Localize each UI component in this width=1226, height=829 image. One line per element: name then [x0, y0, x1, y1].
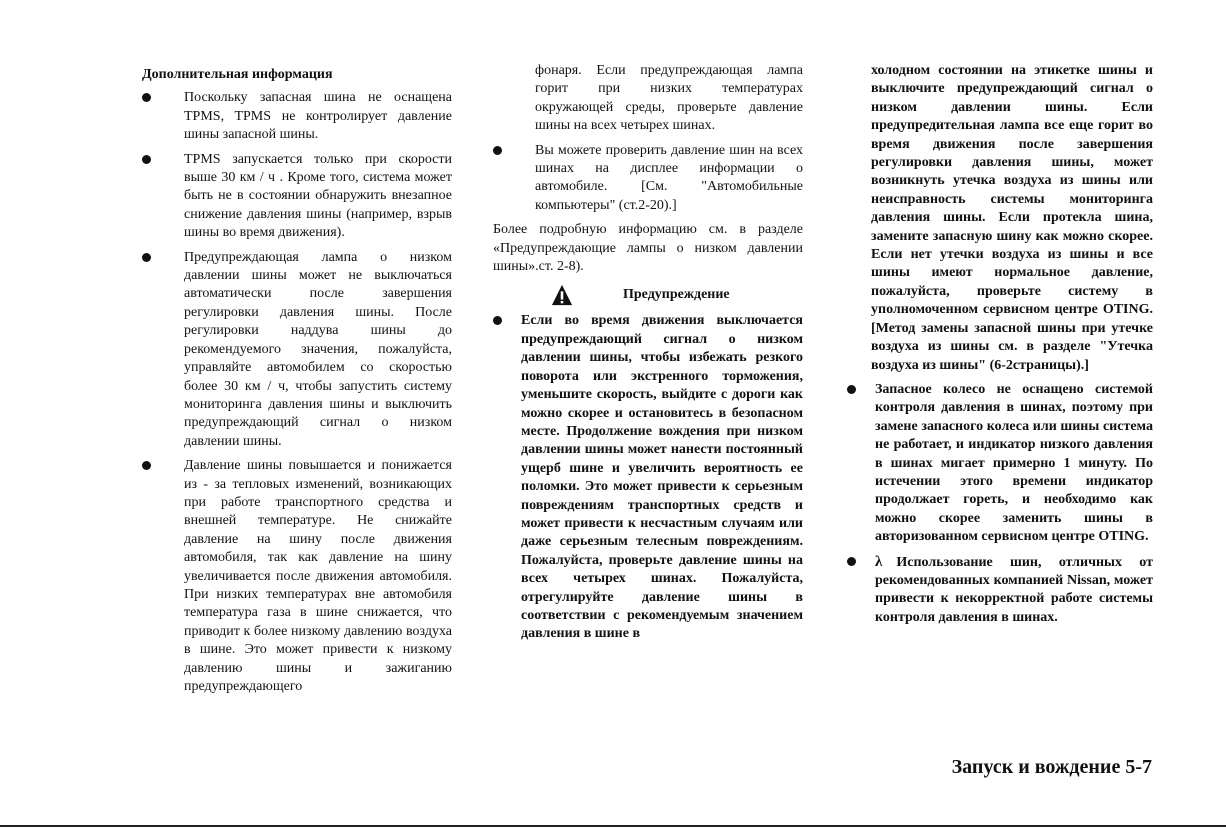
warning-list-item [847, 381, 1153, 547]
bullet-icon [493, 316, 502, 325]
warning-text: Использование шин, отличных от рекомендованных компанией Nissan, может привести к некорректной работе системы контроля давления в шинах. [875, 554, 1153, 625]
lambda-symbol: λ [875, 553, 883, 570]
warning-text: Если во время движения выключается предупреждающий сигнал о низком давлении шины, чтобы избежать резкого поворота или экстренного торможения, уменьшите скорость, выйдите с дороги как можно скорее и остановитесь в безопасном месте. Продолжение вождения при низком давлении шины может нанести постоянный ущерб шине и увеличить вероятность ее поломки. Это может привести к серьезным повреждениям транспортных средств и может привести к несчастным случаям или даже серьезным телесным повреждениям. Пожалуйста, проверьте давление шины на всех четырех шинах. Пожалуйста, отрегулируйте давление шины в соответствии с рекомендуемым значением давления в шине в [521, 313, 803, 642]
bullet-icon [847, 557, 856, 566]
bullet-icon [142, 93, 151, 102]
bullet-icon [142, 461, 151, 470]
column-3 [847, 62, 1153, 633]
continued-warning-text: холодном состоянии на этикетке шины и выключите предупреждающий сигнал о низком давлении шины. Если предупредительная лампа все еще горит во время движения после завершения регулировки давления шины, может возникнуть утечка воздуха из шины или неисправность системы мониторинга давления шины. Если протекла шина, замените запасную шину как можно скорее. Если нет утечки воздуха из шины и все шины имеют нормальное давление, пожалуйста, проверьте систему в уполномоченном сервисном центре OTING. [Метод замены запасной шины при утечке воздуха из шины см. в разделе "Утечка воздуха из шины" (6-2страницы).] [871, 63, 1153, 373]
bullet-icon [493, 146, 502, 155]
list-item [142, 151, 452, 243]
continued-text: фонаря. Если предупреждающая лампа горит при низких температурах окружающей среды, проверьте давление шины на всех четырех шинах. [535, 63, 803, 134]
column-2 [493, 62, 803, 650]
bullet-icon [142, 155, 151, 164]
reference-paragraph: Более подробную информацию см. в разделе «Предупреждающие лампы о низком давлении шины».ст. 2-8). [493, 222, 803, 275]
list-item-text: TPMS запускается только при скорости выше 30 км / ч . Кроме того, система может быть не в состоянии обнаружить внезапное снижение давления шины (например, взрыв шины во время движения). [184, 151, 452, 241]
column-1 [142, 62, 452, 702]
warning-header [493, 284, 803, 306]
list-item [493, 142, 803, 216]
list-item [142, 249, 452, 451]
page-footer: Запуск и вождение 5-7 [951, 756, 1152, 778]
list-item-text: Предупреждающая лампа о низком давлении шины может не выключаться автоматически после завершения регулировки давления шины. После регулировки наддува шины до рекомендуемого значения, пожалуйста, управляйте автомобилем со скоростью более 30 км / ч, чтобы запустить систему мониторинга давления шины и выключить предупреждающий сигнал о низком давлении шины. [184, 249, 452, 449]
list-item-text: Поскольку запасная шина не оснащена TPMS, TPMS не контролирует давление шины запасной шины. [184, 90, 452, 143]
bottom-rule [0, 825, 1226, 827]
warning-list-item [493, 312, 803, 643]
warning-list-item [847, 553, 1153, 628]
warning-title: Предупреждение [623, 287, 730, 303]
bullet-icon [847, 385, 856, 394]
bullet-icon [142, 253, 151, 262]
list-item [142, 457, 452, 696]
warning-triangle-icon [551, 284, 573, 306]
list-item-text: Давление шины повышается и понижается из - за тепловых изменений, возникающих при работе транспортного средства и внешней температуре. Не снижайте давление на шину после движения автомобиля, так как давление на шину увеличивается после движения автомобиля. При низких температурах вне автомобиля температура газа в шине снижается, что приводит к более низкому давлению воздуха в шине. Это может привести к низкому давлению шины и зажиганию предупреждающего [184, 458, 452, 694]
list-item [142, 89, 452, 144]
list-item-text: Вы можете проверить давление шин на всех шинах на дисплее информации о автомобиле. [См. "Автомобильные компьютеры" (ст.2-20).] [535, 142, 803, 213]
warning-text: Запасное колесо не оснащено системой контроля давления в шинах, поэтому при замене запасного колеса или шины система не работает, и индикатор низкого давления в шинах мигает примерно 1 минуту. По истечении этого времени индикатор продолжает гореть, и необходимо как можно скорее заменить шины в авторизованном сервисном центре OTING. [875, 381, 1153, 545]
section-heading: Дополнительная информация [142, 67, 333, 82]
